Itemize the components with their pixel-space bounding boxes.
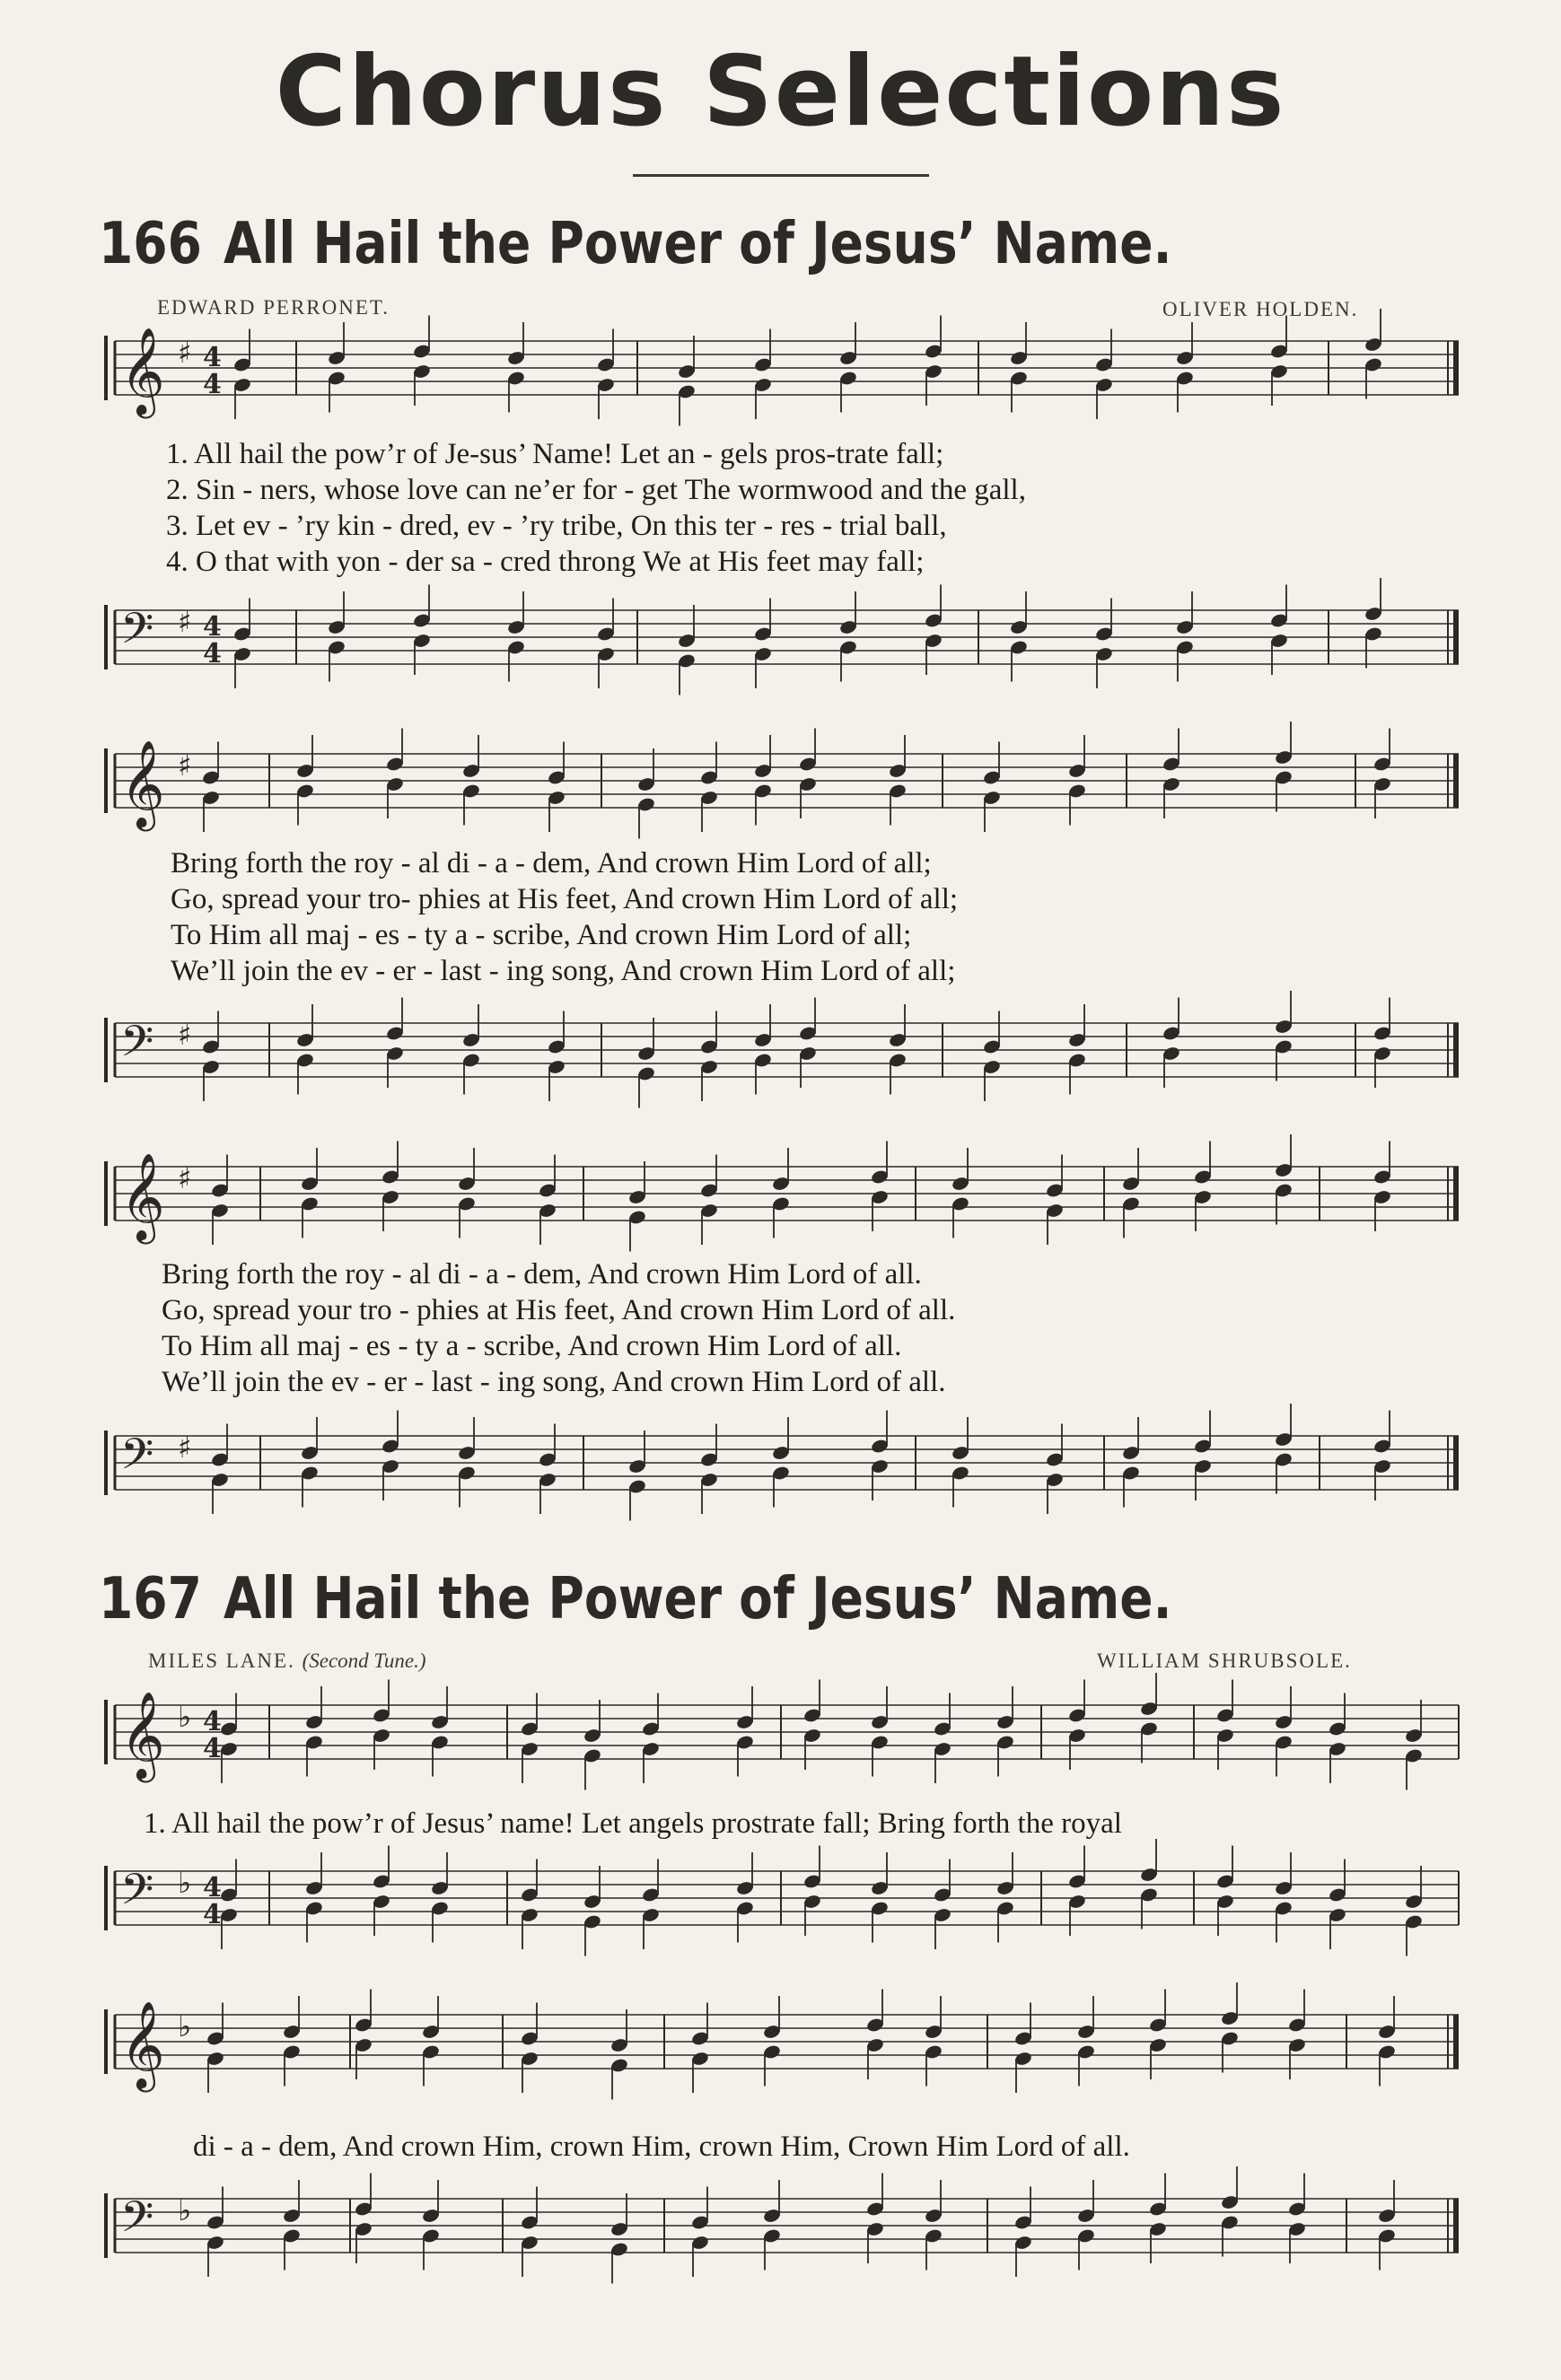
verse-line: 3. Let ev - ’ry kin - dred, ev - ’ry tribe, On this ter - res - trial ball, [166,510,947,542]
staff-group [106,2166,1459,2284]
hymn-167-tune-name: MILES LANE. [148,1649,295,1672]
key-signature-icon: ♭ [178,1866,192,1900]
chorus-line: We’ll join the ev - er - last - ing song, And crown Him Lord of all. [162,1366,946,1398]
key-signature-icon: ♭ [178,2009,192,2043]
time-signature-icon: 4 [203,342,222,373]
staff-group [106,1839,1459,1956]
hymn-167-lyrics-line-1: 1. All hail the pow’r of Jesus’ name! Let angels prostrate fall; Bring forth the royal [144,1807,1122,1840]
time-signature-icon: 4 [203,1872,222,1903]
bass-clef-icon: 𝄢 [120,2192,154,2253]
hymn-166-composer: OLIVER HOLDEN. [1162,298,1359,320]
bass-clef-icon: 𝄢 [120,1016,154,1077]
staff-group [106,1673,1459,1790]
time-signature-icon: 4 [203,1706,222,1737]
page-title: Chorus Selections [275,36,1286,148]
bass-clef-icon: 𝄢 [120,1429,154,1490]
hymn-167-system-2-bass [0,2145,1561,2306]
hymn-167-tune-note: (Second Tune.) [302,1649,426,1672]
treble-clef-icon: 𝄞 [120,327,165,415]
hymn-166-chorus-lyrics-a [171,845,958,989]
time-signature-icon: 4 [203,611,222,643]
time-signature-icon: 4 [203,1733,222,1764]
verse-line: 2. Sin - ners, whose love can ne’er for - get The wormwood and the gall, [166,474,1026,506]
time-signature-icon: 4 [203,1899,222,1930]
hymn-166-chorus-lyrics-b [162,1256,955,1400]
treble-clef-icon: 𝄞 [120,739,165,827]
hymn-166-title: All Hail the Power of Jesus’ Name. [223,211,1172,277]
chorus-line: We’ll join the ev - er - last - ing song, And crown Him Lord of all; [171,955,956,987]
key-signature-icon: ♯ [178,1018,192,1052]
hymn-167-number: 167 [99,1566,202,1632]
hymn-167-title: All Hail the Power of Jesus’ Name. [223,1566,1172,1632]
hymn-166-heading [99,211,1171,277]
staff-group [106,1982,1459,2100]
staff-group [106,309,1459,426]
treble-clef-icon: 𝄞 [120,1152,165,1240]
staff-group [106,1134,1459,1252]
hymn-166-system-1-treble [0,287,1561,449]
staff-group [106,991,1459,1108]
title-divider [633,174,929,177]
treble-clef-icon: 𝄞 [120,1691,165,1779]
hymn-166-number: 166 [99,211,202,277]
hymn-167-heading [99,1566,1171,1632]
staff-group [106,578,1459,696]
chorus-line: Bring forth the roy - al di - a - dem, And crown Him Lord of all; [171,847,932,879]
key-signature-icon: ♯ [178,605,192,639]
hymn-167-system-1-bass [0,1817,1561,1979]
staff-group [106,1404,1459,1521]
hymn-167-system-2-treble [0,1961,1561,2122]
chorus-line: To Him all maj - es - ty a - scribe, And crown Him Lord of all. [162,1330,902,1362]
bass-clef-icon: 𝄢 [120,1864,154,1925]
time-signature-icon: 4 [203,369,222,400]
key-signature-icon: ♯ [178,1161,192,1195]
time-signature-icon: 4 [203,638,222,669]
verse-line: 1. All hail the pow’r of Je-sus’ Name! Let an - gels pros-trate fall; [166,438,944,470]
hymn-167-system-1-treble [0,1651,1561,1813]
hymn-166-system-1-bass [0,556,1561,718]
hymn-167-composer: WILLIAM SHRUBSOLE. [1097,1649,1352,1672]
hymn-167-lyrics-line-2: di - a - dem, And crown Him, crown Him, crown Him, Crown Him Lord of all. [193,2131,1130,2163]
bass-clef-icon: 𝄢 [120,603,154,664]
hymn-166-system-2-bass [0,969,1561,1131]
key-signature-icon: ♯ [178,1431,192,1465]
key-signature-icon: ♯ [178,748,192,783]
verse-line: 4. O that with yon - der sa - cred throng We at His feet may fall; [166,546,925,578]
key-signature-icon: ♯ [178,336,192,370]
staff-group [106,722,1459,839]
chorus-line: Go, spread your tro - phies at His feet, And crown Him Lord of all. [162,1294,956,1326]
hymn-166-system-2-treble [0,700,1561,862]
hymn-166-lyricist: EDWARD PERRONET. [157,296,390,319]
hymn-166-system-3-bass [0,1382,1561,1544]
treble-clef-icon: 𝄞 [120,2000,165,2088]
hymn-166-system-3-treble [0,1113,1561,1274]
chorus-line: To Him all maj - es - ty a - scribe, And crown Him Lord of all; [171,919,912,951]
key-signature-icon: ♭ [178,1700,192,1734]
chorus-line: Go, spread your tro- phies at His feet, And crown Him Lord of all; [171,883,959,915]
chorus-line: Bring forth the roy - al di - a - dem, And crown Him Lord of all. [162,1258,922,1291]
key-signature-icon: ♭ [178,2193,192,2227]
